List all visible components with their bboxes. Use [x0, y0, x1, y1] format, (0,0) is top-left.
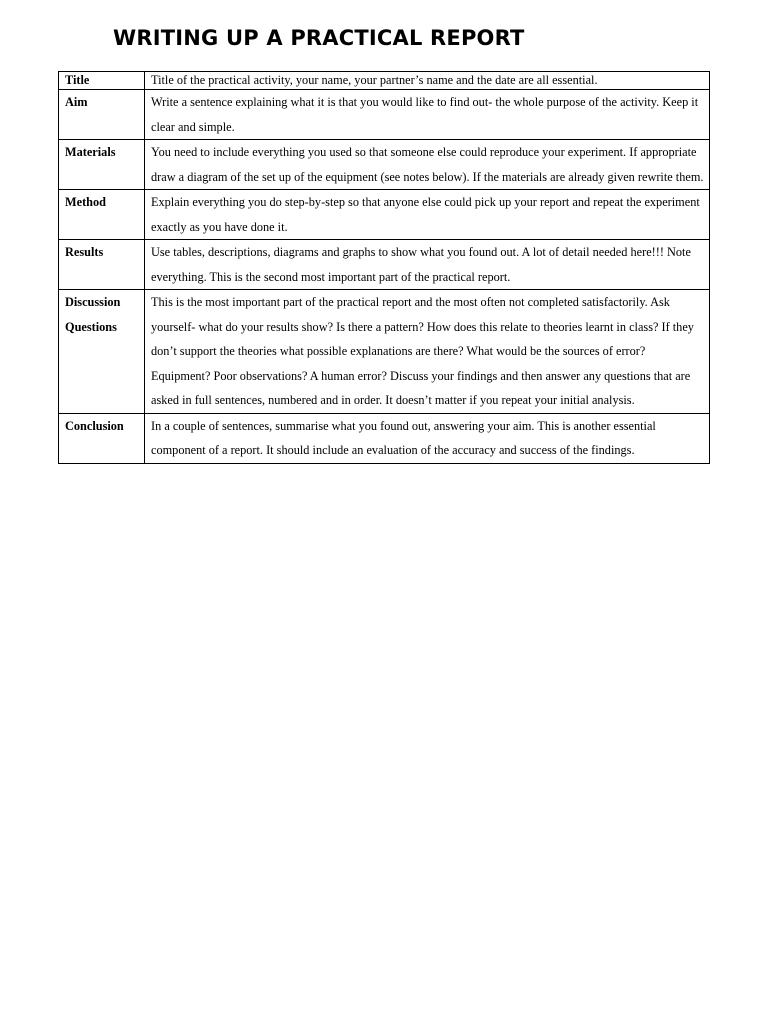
row-description: Write a sentence explaining what it is that you would like to find out- the whole purpose of the activity. Keep it clear and simple.	[145, 90, 710, 140]
row-label	[59, 72, 145, 90]
row-description: In a couple of sentences, summarise what you found out, answering your aim. This is another essential component of a report. It should include an evaluation of the accuracy and success of the findings.	[145, 413, 710, 463]
table-row-aim	[59, 90, 710, 140]
row-label-text: Conclusion	[65, 418, 124, 433]
row-description: You need to include everything you used so that someone else could reproduce your experiment. If appropriate draw a diagram of the set up of the equipment (see notes below). If the materials are already given rewrite them.	[145, 140, 710, 190]
row-label	[59, 140, 145, 190]
row-label	[59, 90, 145, 140]
row-description: Explain everything you do step-by-step so that anyone else could pick up your report and repeat the experiment exactly as you have done it.	[145, 190, 710, 240]
row-label	[59, 413, 145, 463]
row-label-text: Method	[65, 195, 106, 209]
table-row-method	[59, 190, 710, 240]
report-guide-table	[58, 71, 710, 464]
row-label-text: Aim	[65, 95, 88, 109]
row-label	[59, 190, 145, 240]
table-row-title	[59, 72, 710, 90]
row-description: This is the most important part of the practical report and the most often not completed satisfactorily. Ask yourself- what do your results show? Is there a pattern? How does this relate to theories learnt in class? If they don’t support the theories what possible explanations are there? What would be the sources of error? Equipment? Poor observations? A human error? Discuss your findings and then answer any questions that are asked in full sentences, numbered and in order. It doesn’t matter if you repeat your initial analysis.	[145, 290, 710, 414]
row-label-text-secondary: Questions	[65, 319, 117, 334]
row-label-text: Results	[65, 245, 104, 259]
row-label	[59, 240, 145, 290]
row-description: Title of the practical activity, your name, your partner’s name and the date are all essential.	[145, 72, 710, 90]
table-row-results	[59, 240, 710, 290]
document-title: WRITING UP A PRACTICAL REPORT	[113, 26, 525, 50]
table-row-conclusion	[59, 413, 710, 463]
table-row-discussion	[59, 290, 710, 414]
table-row-materials	[59, 140, 710, 190]
row-description: Use tables, descriptions, diagrams and graphs to show what you found out. A lot of detail needed here!!! Note everything. This is the second most important part of the practical report.	[145, 240, 710, 290]
row-label-text: Materials	[65, 145, 116, 159]
row-label-text: Discussion	[65, 295, 121, 309]
row-label-text: Title	[65, 73, 90, 87]
row-label	[59, 290, 145, 414]
